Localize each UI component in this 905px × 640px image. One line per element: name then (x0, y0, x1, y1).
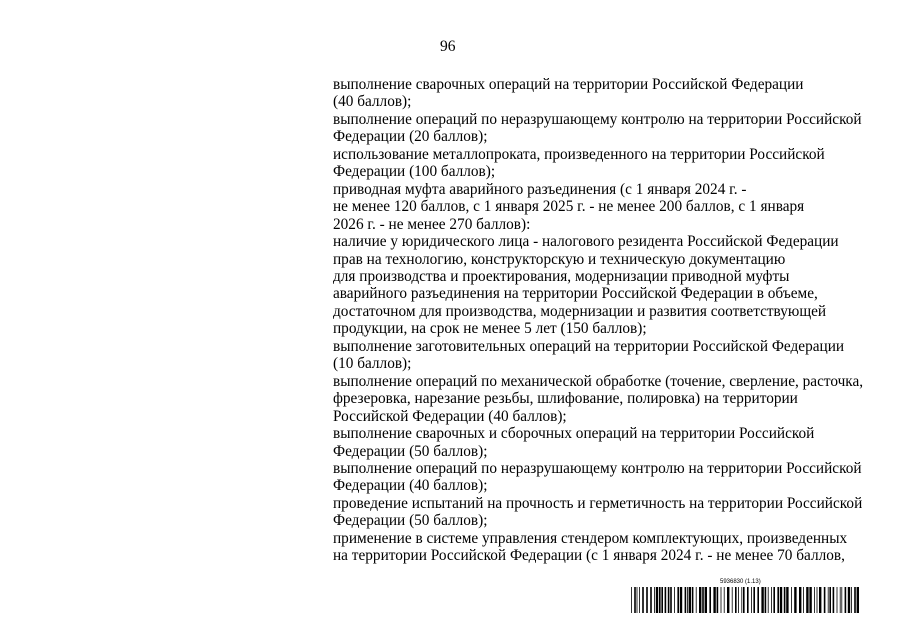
text-line: выполнение операций по неразрушающему контролю на территории Российской (333, 459, 862, 477)
document-code: 5936830 (1.13) (720, 579, 761, 585)
barcode-bar (674, 587, 675, 613)
barcode-bar (713, 587, 715, 613)
text-line: достаточном для производства, модернизации и развития соответствующей (333, 302, 827, 320)
barcode-bar (656, 587, 658, 613)
barcode-bar (786, 587, 788, 613)
barcode-bar (824, 587, 826, 613)
barcode-bar (717, 587, 719, 613)
page-number: 96 (440, 38, 456, 55)
text-line: для производства и проектирования, модернизации приводной муфты (333, 267, 790, 285)
text-line: выполнение операций по механической обработке (точение, сверление, расточка, (333, 372, 864, 390)
barcode-bar (696, 587, 697, 613)
barcode-bar (784, 587, 786, 613)
barcode-bar (757, 587, 759, 613)
barcode-bar (650, 587, 652, 613)
barcode-bar (819, 587, 821, 613)
text-line: Федерации (50 баллов); (333, 442, 488, 460)
barcode-bar (765, 587, 767, 613)
barcode-bar (634, 587, 636, 613)
barcode-bar (780, 587, 782, 613)
barcode-bar (685, 587, 687, 613)
barcode-bar (689, 587, 691, 613)
text-line: (40 баллов); (333, 93, 412, 111)
text-line: выполнение сварочных операций на территории Российской Федерации (333, 76, 804, 93)
barcode-bar (677, 587, 679, 613)
barcode-bar (709, 587, 711, 613)
barcode-bar (806, 587, 808, 613)
text-line: прав на технологию, конструкторскую и техническую документацию (333, 250, 786, 268)
barcode-bar (699, 587, 701, 613)
barcode-bar (837, 587, 838, 613)
barcode-bar (753, 587, 755, 613)
barcode-bar (738, 587, 739, 613)
text-line: Федерации (40 баллов); (333, 477, 488, 495)
barcode-bar (724, 587, 725, 613)
barcode-bar (639, 587, 640, 613)
text-line: не менее 120 баллов, с 1 января 2025 г. - не менее 200 баллов, с 1 января (333, 198, 805, 216)
barcode-bar (687, 587, 688, 613)
text-line: наличие у юридического лица - налогового резидента Российской Федерации (333, 233, 839, 251)
barcode-bar (642, 587, 644, 613)
barcode-bar (702, 587, 704, 613)
barcode-bar (670, 587, 672, 613)
text-line: выполнение сварочных и сборочных операций на территории Российской (333, 425, 815, 443)
barcode-bar (680, 587, 682, 613)
text-line: приводная муфта аварийного разъединения (с 1 января 2024 г. - (333, 180, 747, 198)
text-line: на территории Российской Федерации (с 1 января 2024 г. - не менее 70 баллов, (333, 547, 845, 565)
text-line: проведение испытаний на прочность и герметичность на территории Российской (333, 494, 863, 512)
text-line: Федерации (20 баллов); (333, 128, 488, 146)
barcode (631, 587, 859, 613)
barcode-bar (761, 587, 763, 613)
text-line: Федерации (50 баллов); (333, 512, 488, 530)
barcode-bar (631, 587, 632, 613)
barcode-bar (637, 587, 638, 613)
barcode-bar (771, 587, 772, 613)
barcode-bar (721, 587, 722, 613)
barcode-bar (732, 587, 733, 613)
body-text (333, 76, 893, 565)
barcode-bar (735, 587, 737, 613)
barcode-bar (829, 587, 831, 613)
barcode-bar (799, 587, 801, 613)
text-line: фрезеровка, нарезание резьбы, шлифование, полировка) на территории (333, 390, 798, 408)
barcode-bar (751, 587, 752, 613)
barcode-bar (646, 587, 648, 613)
barcode-bar (743, 587, 745, 613)
barcode-bar (661, 587, 663, 613)
barcode-bar (747, 587, 749, 613)
barcode-bar (668, 587, 670, 613)
barcode-bar (741, 587, 742, 613)
barcode-bar (814, 587, 815, 613)
barcode-bar (665, 587, 667, 613)
barcode-bar (851, 587, 852, 613)
barcode-bar (833, 587, 835, 613)
barcode-bar (840, 587, 841, 613)
text-line: продукции, на срок не менее 5 лет (150 баллов); (333, 320, 647, 338)
barcode-bar (857, 587, 859, 613)
barcode-bar (692, 587, 694, 613)
barcode-bar (854, 587, 856, 613)
text-line: Российской Федерации (40 баллов); (333, 407, 567, 425)
barcode-bar (848, 587, 850, 613)
barcode-bar (845, 587, 847, 613)
barcode-bar (777, 587, 779, 613)
text-line: аварийного разъединения на территории Российской Федерации в объеме, (333, 285, 818, 303)
text-line: использование металлопроката, произведенного на территории Российской (333, 145, 825, 163)
text-line: выполнение операций по неразрушающему контролю на территории Российской (333, 110, 862, 128)
barcode-bar (727, 587, 729, 613)
text-line: 2026 г. - не менее 270 баллов): (333, 215, 531, 233)
text-line: применение в системе управления стендером комплектующих, произведенных (333, 529, 848, 547)
barcode-bar (659, 587, 661, 613)
barcode-bar (817, 587, 818, 613)
barcode-bar (809, 587, 811, 613)
text-line: Федерации (100 баллов); (333, 163, 496, 181)
barcode-bar (803, 587, 804, 613)
barcode-bar (768, 587, 769, 613)
barcode-bar (705, 587, 707, 613)
barcode-bar (794, 587, 796, 613)
barcode-bar (773, 587, 775, 613)
text-line: (10 баллов); (333, 355, 412, 373)
text-line: выполнение заготовительных операций на территории Российской Федерации (333, 337, 845, 355)
barcode-bar (654, 587, 655, 613)
barcode-bar (841, 587, 842, 613)
barcode-bar (828, 587, 829, 613)
barcode-bar (791, 587, 792, 613)
